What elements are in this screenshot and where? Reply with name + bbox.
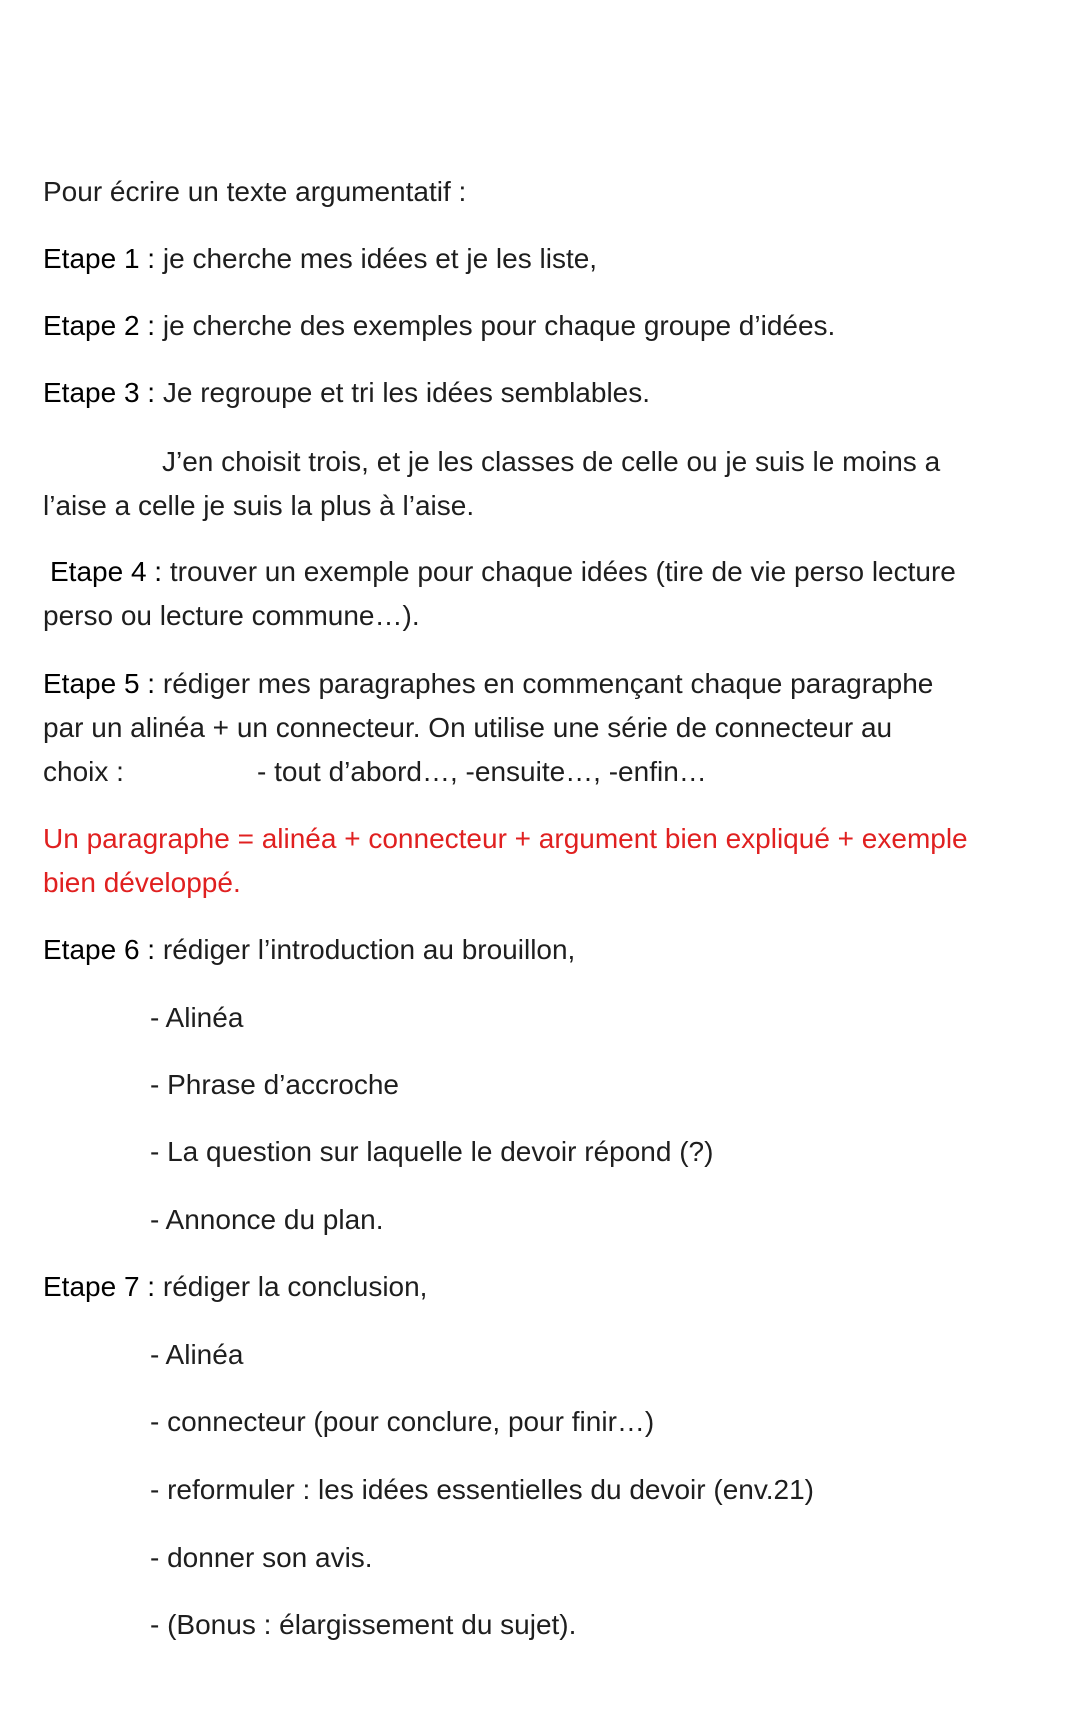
step-7	[43, 1265, 427, 1308]
conclusion-item: - donner son avis.	[150, 1542, 373, 1573]
step-1	[43, 237, 597, 280]
step-6	[43, 928, 575, 971]
step-4	[50, 550, 956, 593]
conclusion-item: - Alinéa	[150, 1339, 244, 1370]
step-3	[43, 371, 650, 414]
intro-item: - Annonce du plan.	[150, 1204, 384, 1235]
step-2	[43, 304, 835, 347]
step-3-label: Etape 3 :	[43, 377, 156, 408]
document-title: Pour écrire un texte argumentatif :	[43, 176, 467, 207]
step-5-text: rédiger mes paragraphes en commençant chaque paragraphe	[155, 668, 934, 699]
step-5-label: Etape 5 :	[43, 668, 156, 699]
conclusion-item: - connecteur (pour conclure, pour finir…)	[150, 1406, 655, 1437]
step-3-text: Je regroupe et tri les idées semblables.	[155, 377, 651, 408]
paragraph-definition-line-2: bien développé.	[43, 867, 241, 898]
step-6-label: Etape 6 :	[43, 934, 156, 965]
step-5-continuation-line-1: par un alinéa + un connecteur. On utilise une série de connecteur au	[43, 712, 893, 743]
step-2-label: Etape 2 :	[43, 310, 156, 341]
intro-item: - Alinéa	[150, 1002, 244, 1033]
step-5-choice-label: choix :	[43, 756, 124, 787]
step-4-continuation: perso ou lecture commune…).	[43, 600, 420, 631]
step-5	[43, 662, 933, 705]
step-3-continuation-line-2: l’aise a celle je suis la plus à l’aise.	[43, 490, 475, 521]
step-5-connector-list: - tout d’abord…, -ensuite…, -enfin…	[257, 756, 707, 787]
intro-item: - Phrase d’accroche	[150, 1069, 400, 1100]
conclusion-item: - reformuler : les idées essentielles du devoir (env.21)	[150, 1474, 815, 1505]
conclusion-item: - (Bonus : élargissement du sujet).	[150, 1609, 577, 1640]
step-4-text: trouver un exemple pour chaque idées (tire de vie perso lecture	[162, 556, 956, 587]
step-7-label: Etape 7 :	[43, 1271, 156, 1302]
step-6-text: rédiger l’introduction au brouillon,	[155, 934, 576, 965]
paragraph-definition-line-1: Un paragraphe = alinéa + connecteur + argument bien expliqué + exemple	[43, 823, 968, 854]
step-7-text: rédiger la conclusion,	[155, 1271, 428, 1302]
step-1-text: je cherche mes idées et je les liste,	[155, 243, 598, 274]
intro-item: - La question sur laquelle le devoir répond (?)	[150, 1136, 714, 1167]
step-4-label: Etape 4 :	[50, 556, 163, 587]
step-1-label: Etape 1 :	[43, 243, 156, 274]
step-3-continuation-line-1: J’en choisit trois, et je les classes de celle ou je suis le moins a	[162, 446, 941, 477]
step-2-text: je cherche des exemples pour chaque groupe d’idées.	[155, 310, 836, 341]
